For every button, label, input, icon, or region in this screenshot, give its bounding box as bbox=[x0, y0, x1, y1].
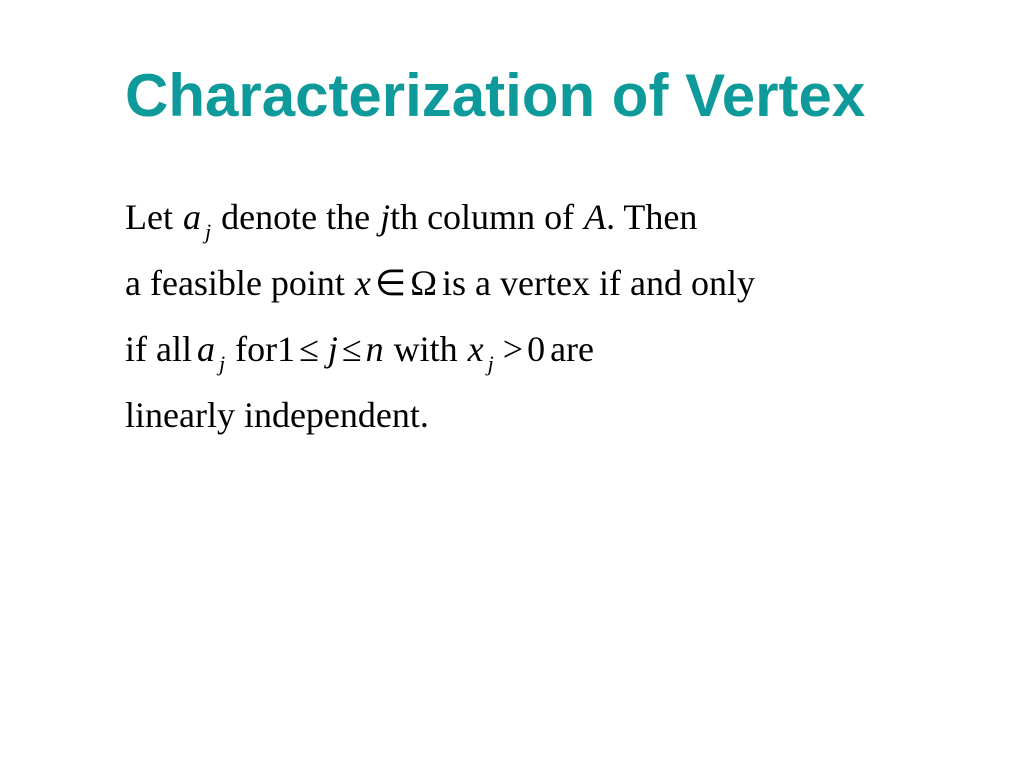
text-feasible-point: a feasible point bbox=[125, 263, 345, 303]
math-a-subscript: j bbox=[218, 351, 226, 376]
theorem-text bbox=[125, 190, 755, 454]
math-zero: 0 bbox=[527, 329, 546, 369]
math-le: ≤ bbox=[341, 329, 362, 369]
math-omega: Ω bbox=[410, 263, 438, 303]
math-gt: > bbox=[502, 329, 524, 369]
text-then: . Then bbox=[606, 197, 698, 237]
text-if-all: if all bbox=[125, 329, 192, 369]
text-th-column-of: th column of bbox=[390, 197, 575, 237]
math-element-of: ∈ bbox=[374, 263, 407, 303]
math-j: j bbox=[380, 197, 391, 237]
math-a: a bbox=[182, 197, 201, 237]
math-x-subscript: j bbox=[487, 351, 494, 376]
math-x: x bbox=[354, 263, 371, 303]
text-are: are bbox=[550, 329, 595, 369]
math-a: a bbox=[196, 329, 215, 369]
math-j: j bbox=[327, 329, 338, 369]
text-denote-the: denote the bbox=[221, 197, 371, 237]
text-let: Let bbox=[125, 197, 173, 237]
text-linearly-independent: linearly independent. bbox=[125, 395, 429, 435]
math-A: A bbox=[584, 197, 607, 237]
slide-title: Characterization of Vertex bbox=[125, 62, 866, 129]
theorem-line-3 bbox=[125, 322, 755, 388]
math-one: 1 bbox=[277, 329, 296, 369]
theorem-line-4 bbox=[125, 388, 755, 454]
math-a-subscript: j bbox=[204, 219, 212, 244]
theorem-line-2 bbox=[125, 256, 755, 322]
theorem-line-1 bbox=[125, 190, 755, 256]
text-with: with bbox=[393, 329, 458, 369]
math-x: x bbox=[467, 329, 484, 369]
text-is-vertex: is a vertex if and only bbox=[442, 263, 755, 303]
math-n: n bbox=[365, 329, 384, 369]
math-le: ≤ bbox=[299, 329, 319, 369]
text-for: for bbox=[235, 329, 278, 369]
